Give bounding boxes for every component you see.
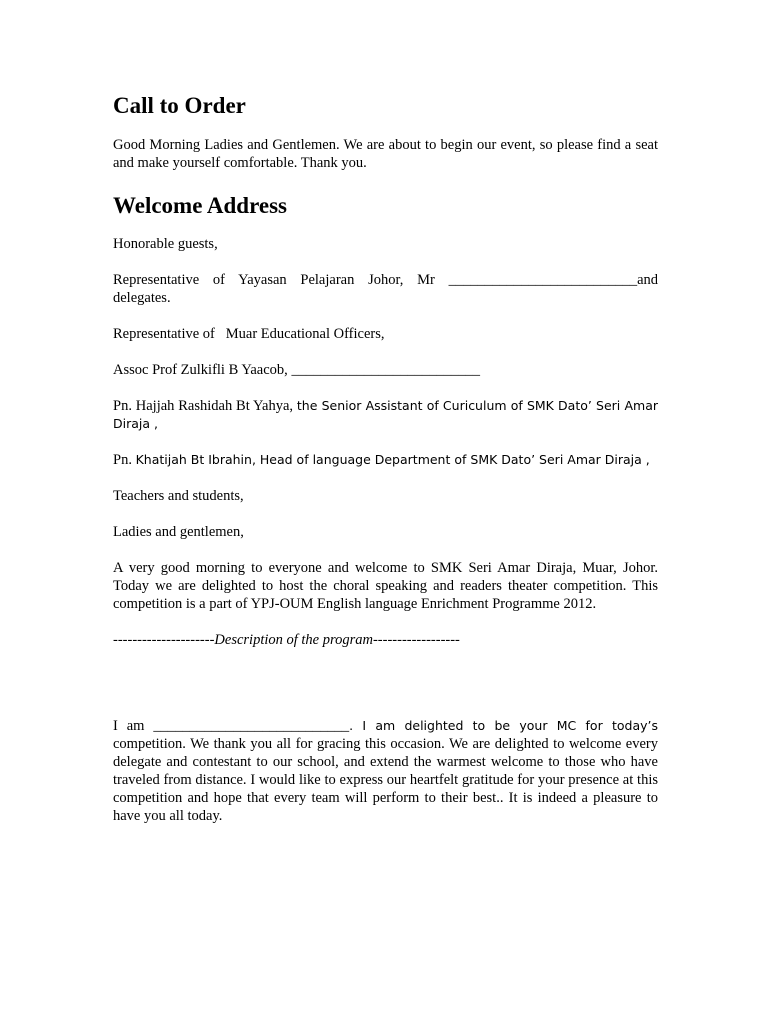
description-dashes-left: --------------------- (113, 632, 215, 648)
khatijah-line (113, 451, 658, 469)
representative-yayasan-tail: and delegates. (113, 272, 658, 306)
teachers-students-line: Teachers and students, (113, 488, 244, 504)
mc-intro: I am (113, 718, 154, 734)
welcome-paragraph: A very good morning to everyone and welcome to SMK Seri Amar Diraja, Muar, Johor. Today we are delighted to host the choral speaking and readers theater competition. This competition is a part of YPJ-OUM English language Enrichment Programme 2012. (113, 560, 658, 612)
assoc-prof-line (113, 361, 658, 379)
representative-yayasan-line (113, 271, 658, 307)
description-dashes-right: ------------------ (372, 632, 460, 648)
representative-muar-line: Representative of Muar Educational Officers, (113, 326, 385, 342)
description-label: Description of the program (214, 632, 373, 648)
name-blank-3: ___________________________ (153, 718, 350, 734)
honorable-guests-line: Honorable guests, (113, 236, 218, 252)
mc-paragraph (113, 717, 658, 825)
heading-call-to-order: Call to Order (113, 93, 246, 118)
hajjah-rashidah-line (113, 397, 658, 433)
heading-welcome-address: Welcome Address (113, 193, 287, 218)
hajjah-rashidah-name: Pn. Hajjah Rashidah Bt Yahya, (113, 398, 297, 414)
khatijah-title: Khatijah Bt Ibrahin, Head of language Department of SMK Dato’ Seri Amar Diraja , (135, 452, 650, 467)
mc-body-text: competition. We thank you all for gracing this occasion. We are delighted to welcome every delegate and contestant to our school, and extend the warmest welcome to those who have traveled from distance. I would like to express our heartfelt gratitude for your presence at this competition and hope that every team will perform to their best.. It is indeed a pleasure to have you all today. (113, 736, 658, 824)
call-to-order-paragraph: Good Morning Ladies and Gentlemen. We are about to begin our event, so please find a seat and make yourself comfortable. Thank you. (113, 137, 658, 171)
name-blank-1: __________________________ (448, 272, 638, 288)
description-placeholder-line (113, 631, 658, 649)
hajjah-rashidah-title: the Senior Assistant of Curiculum of SMK Dato’ Seri Amar Diraja , (113, 398, 658, 431)
name-blank-2: __________________________ (291, 362, 480, 378)
ladies-gentlemen-line: Ladies and gentlemen, (113, 524, 244, 540)
representative-yayasan-text: Representative of Yayasan Pelajaran Johor, Mr (113, 272, 449, 288)
assoc-prof-text: Assoc Prof Zulkifli B Yaacob, (113, 362, 292, 378)
khatijah-prefix: Pn. (113, 452, 136, 468)
document-page (113, 92, 658, 825)
mc-delighted-text: . I am delighted to be your MC for today’s (349, 718, 659, 733)
